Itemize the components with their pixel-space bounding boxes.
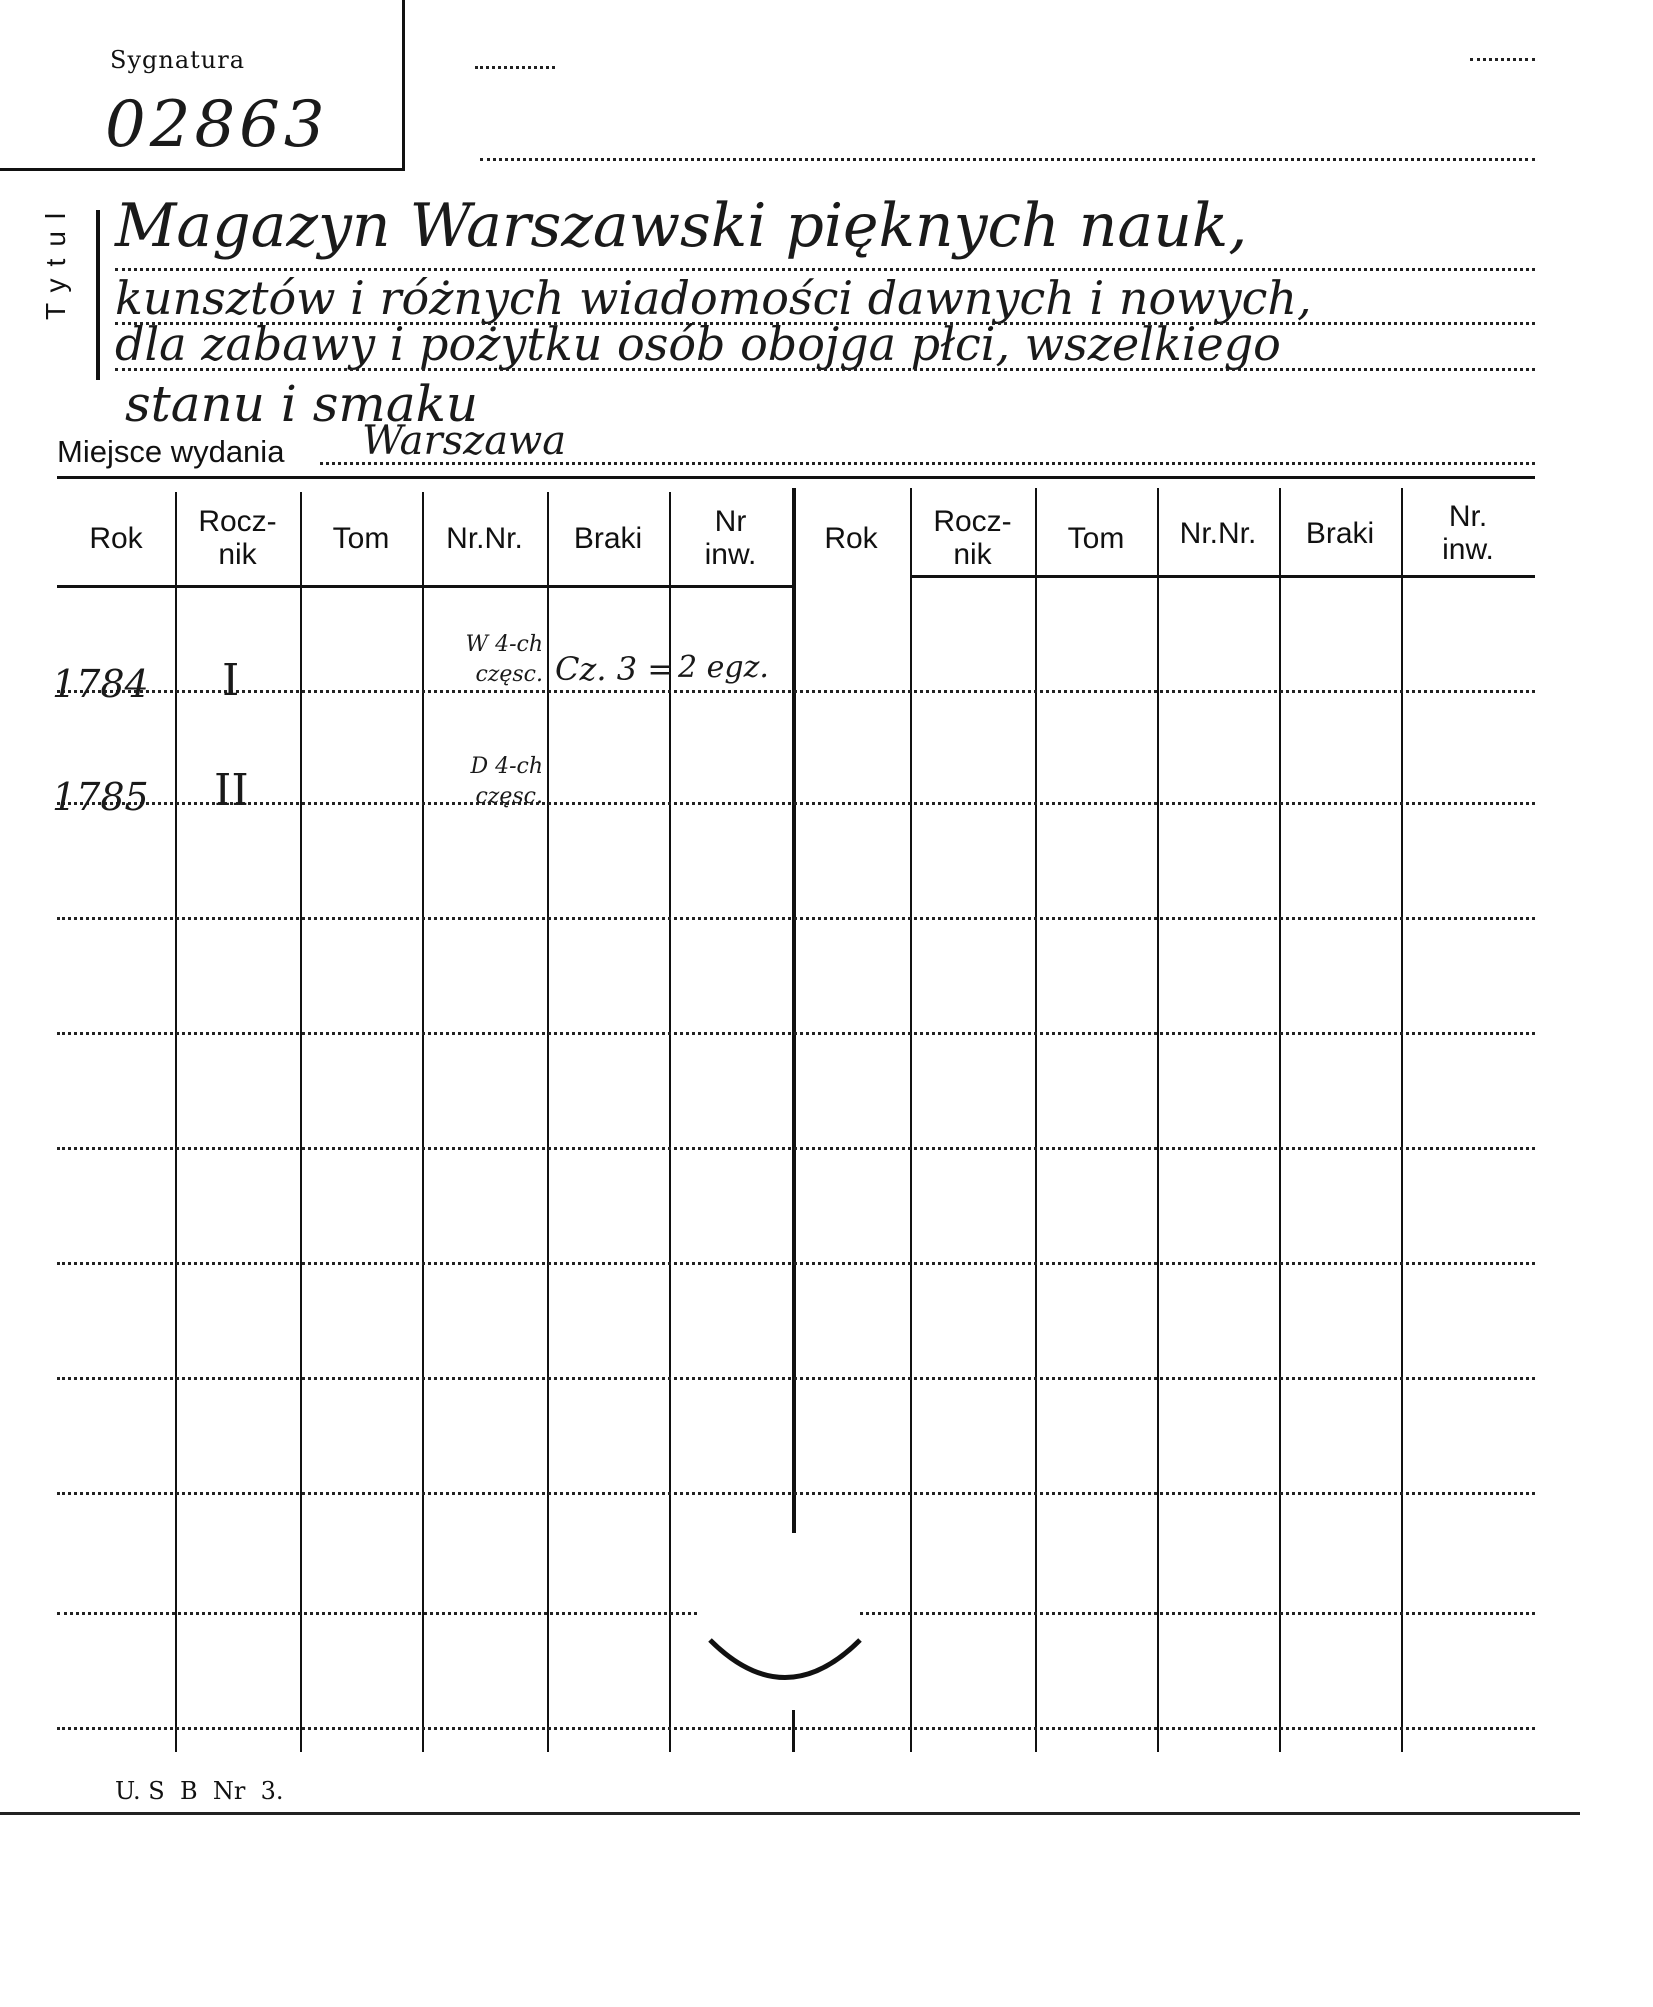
row-line-4	[57, 1032, 1535, 1035]
row-line-10	[57, 1727, 1535, 1730]
header-rok-left: Rok	[89, 522, 143, 555]
row1-nrinw: 2 egz.	[678, 650, 769, 685]
footer-form-number: U. S B Nr 3.	[115, 1777, 284, 1805]
header-bottom-rule-left	[57, 585, 792, 588]
table-top-rule	[57, 476, 1535, 479]
header-nrnr-left: Nr.Nr.	[446, 522, 523, 555]
col-line-8	[1035, 488, 1037, 1752]
header-rocznik-left: Rocz- nik	[198, 505, 277, 571]
signature-value: 02863	[105, 88, 329, 162]
row1-rocznik: I	[222, 655, 240, 706]
title-bracket	[96, 210, 100, 380]
row1-nrnr: W 4-ch częsc.	[465, 632, 543, 687]
col-line-1	[175, 492, 177, 1752]
row-line-7	[57, 1377, 1535, 1380]
title-label: Tytul	[40, 200, 71, 320]
row-line-9-left	[57, 1612, 697, 1615]
row2-rok: 1785	[52, 775, 149, 819]
header-bottom-rule-right	[912, 575, 1535, 578]
header-rocznik-right: Rocz- nik	[933, 505, 1012, 571]
header-nrnr-right: Nr.Nr.	[1179, 517, 1257, 550]
title-line-2: kunsztów i różnych wiadomości dawnych i nowych,	[115, 271, 1312, 325]
row-line-9-right	[860, 1612, 1535, 1615]
col-line-3	[422, 492, 424, 1752]
row1-braki: Cz. 3 =	[555, 650, 675, 688]
col-line-10	[1279, 488, 1281, 1752]
header-braki-left: Braki	[573, 522, 643, 555]
row-line-1	[57, 690, 1535, 693]
header-tom-left: Tom	[332, 522, 390, 555]
row1-rok: 1784	[52, 662, 149, 706]
row-line-2	[57, 802, 1535, 805]
col-line-7	[910, 488, 912, 1752]
col-line-9	[1157, 488, 1159, 1752]
punch-hole-mark	[700, 1540, 870, 1710]
row-line-3	[57, 917, 1535, 920]
col-line-2	[300, 492, 302, 1752]
col-line-4	[547, 492, 549, 1752]
col-line-11	[1401, 488, 1403, 1752]
header-nrinw-right: Nr. inw.	[1442, 500, 1494, 566]
top-dotted-line-right	[1470, 58, 1535, 61]
title-line-3: dla zabawy i pożytku osób obojga płci, wszelkiego	[115, 317, 1281, 371]
title-line-1: Magazyn Warszawski pięknych nauk,	[115, 191, 1248, 261]
header-rok-right: Rok	[824, 522, 878, 555]
row-line-8	[57, 1492, 1535, 1495]
title-line-4: stanu i smaku	[125, 375, 479, 433]
title-dotted-line-3	[115, 368, 1535, 371]
place-value: Warszawa	[362, 418, 567, 464]
place-label: Miejsce wydania	[57, 434, 285, 469]
top-dotted-line-short	[475, 66, 555, 69]
card-bottom-edge	[0, 1812, 1580, 1815]
top-dotted-line-long	[480, 158, 1535, 161]
col-line-center-bottom	[792, 1710, 795, 1752]
row2-nrnr: D 4-ch częsc.	[470, 754, 543, 809]
header-tom-right: Tom	[1067, 522, 1125, 555]
header-nrinw-left: Nr inw.	[704, 505, 757, 571]
signature-box	[0, 0, 405, 171]
row-line-6	[57, 1262, 1535, 1265]
row-line-5	[57, 1147, 1535, 1150]
header-braki-right: Braki	[1305, 517, 1375, 550]
signature-label: Sygnatura	[110, 46, 246, 74]
row2-rocznik: II	[214, 765, 249, 816]
